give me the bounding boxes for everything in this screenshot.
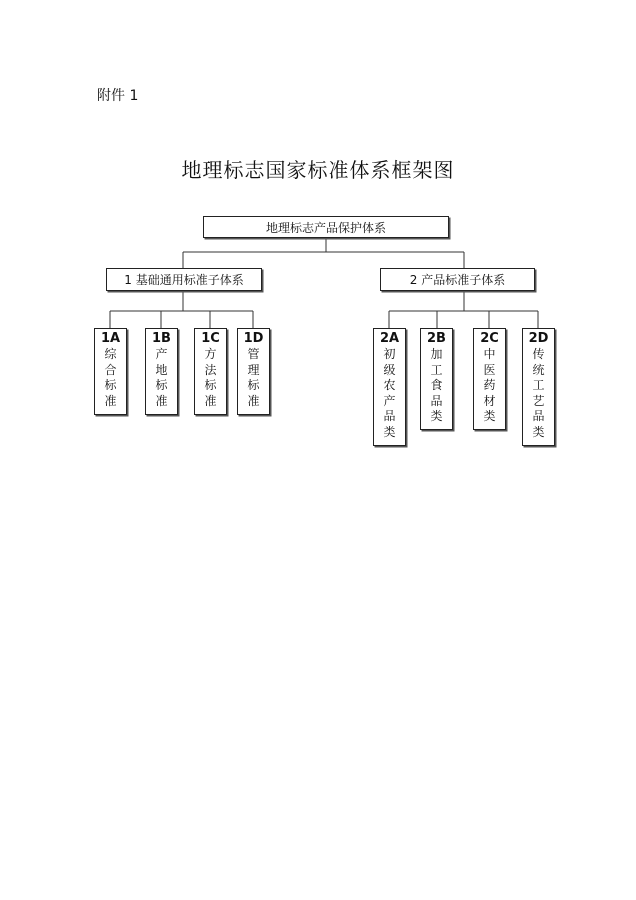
leaf-node-label: 管理标准	[247, 347, 260, 408]
branch-node-1	[106, 268, 262, 291]
leaf-node-code: 1D	[243, 331, 264, 346]
leaf-node-code: 2C	[480, 331, 499, 346]
leaf-node-1c	[194, 328, 227, 415]
leaf-node-code: 1C	[201, 331, 220, 346]
leaf-node-code: 1A	[100, 331, 121, 346]
branch-node-2	[380, 268, 535, 291]
root-node-label: 地理标志产品保护体系	[265, 220, 386, 235]
attachment-label: 附件 1	[97, 88, 139, 104]
leaf-node-code: 2D	[528, 331, 549, 346]
leaf-node-label: 中医药材类	[483, 347, 496, 423]
leaf-node-label: 传统工艺品类	[532, 347, 545, 439]
branch-node-label: 1 基础通用标准子体系	[124, 273, 244, 287]
branch-node-label: 2 产品标准子体系	[409, 273, 506, 287]
leaf-node-label: 加工食品类	[430, 347, 443, 423]
leaf-node-1a	[94, 328, 127, 415]
page-title: 地理标志国家标准体系框架图	[181, 158, 455, 182]
leaf-node-1d	[237, 328, 270, 415]
leaf-node-label: 综合标准	[104, 347, 117, 408]
root-node	[203, 216, 449, 238]
leaf-node-code: 2A	[379, 331, 400, 346]
leaf-node-2c	[473, 328, 506, 430]
leaf-node-code: 2B	[427, 331, 446, 346]
leaf-node-1b	[145, 328, 178, 415]
leaf-node-label: 方法标准	[204, 347, 217, 408]
leaf-node-2a	[373, 328, 406, 446]
leaf-node-label: 产地标准	[155, 347, 168, 408]
leaf-node-label: 初级农产品类	[383, 347, 396, 439]
leaf-node-2d	[522, 328, 555, 446]
leaf-node-2b	[420, 328, 453, 430]
leaf-node-code: 1B	[152, 331, 171, 346]
